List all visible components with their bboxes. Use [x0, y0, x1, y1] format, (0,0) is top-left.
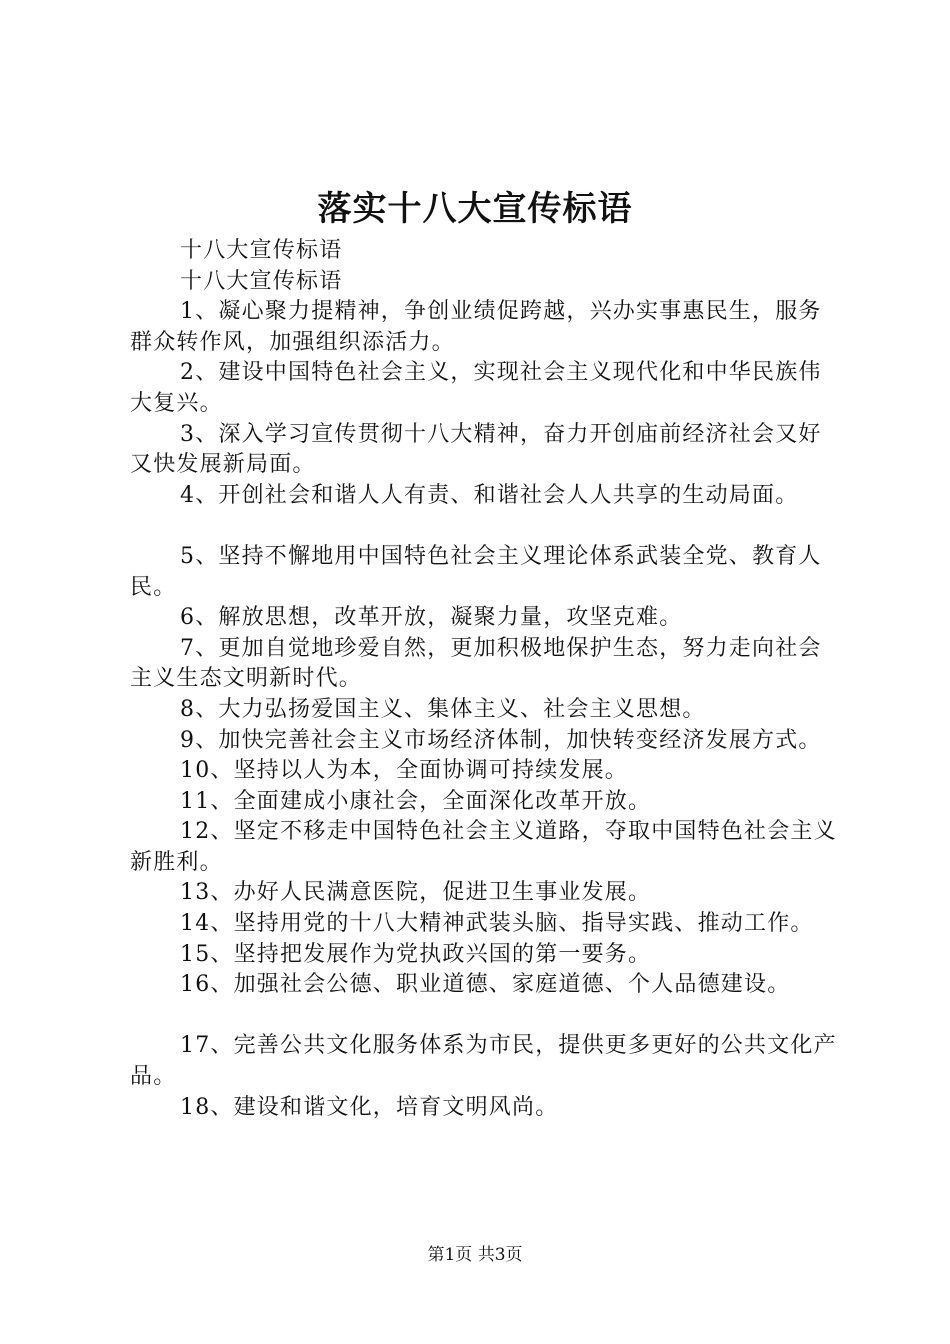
slogan-9: 9、加快完善社会主义市场经济体制，加快转变经济发展方式。: [180, 727, 822, 753]
slogan-14: 14、坚持用党的十八大精神武装头脑、指导实践、推动工作。: [180, 911, 814, 937]
slogan-6: 6、解放思想，改革开放，凝聚力量，攻坚克难。: [180, 605, 683, 631]
paragraph-heading-2: 十八大宣传标语: [180, 268, 343, 294]
slogan-12: 12、坚定不移走中国特色社会主义道路，夺取中国特色社会主义新胜利。: [130, 819, 837, 875]
slogan-7: 7、更加自觉地珍爱自然，更加积极地保护生态，努力走向社会主义生态文明新时代。: [130, 635, 822, 692]
paragraph-heading-1: 十八大宣传标语: [180, 238, 343, 263]
slogan-16: 16、加强社会公德、职业道德、家庭道德、个人品德建设。: [180, 972, 791, 998]
slogan-11: 11、全面建成小康社会，全面深化改革开放。: [180, 788, 652, 814]
slogan-13: 13、办好人民满意医院，促进卫生事业发展。: [180, 880, 652, 906]
slogan-4: 4、开创社会和谐人人有责、和谐社会人人共享的生动局面。: [180, 482, 799, 508]
slogan-1: 1、凝心聚力提精神，争创业绩促跨越，兴办实事惠民生，服务群众转作风，加强组织添活力。: [130, 299, 822, 355]
slogan-15: 15、坚持把发展作为党执政兴国的第一要务。: [180, 941, 652, 967]
slogan-8: 8、大力弘扬爱国主义、集体主义、社会主义思想。: [180, 696, 706, 722]
document-body: [130, 236, 842, 1123]
page-title: 落实十八大宣传标语: [317, 189, 633, 229]
slogan-2: 2、建设中国特色社会主义，实现社会主义现代化和中华民族伟大复兴。: [130, 360, 822, 416]
slogan-5: 5、坚持不懈地用中国特色社会主义理论体系武装全党、教育人民。: [130, 543, 822, 600]
slogan-10: 10、坚持以人为本，全面协调可持续发展。: [180, 758, 628, 784]
slogan-18: 18、建设和谐文化，培育文明风尚。: [180, 1094, 559, 1120]
slogan-3: 3、深入学习宣传贯彻十八大精神，奋力开创庙前经济社会又好又快发展新局面。: [130, 421, 822, 478]
page-footer: 第1页 共3页: [427, 1245, 523, 1265]
slogan-17: 17、完善公共文化服务体系为市民，提供更多更好的公共文化产品。: [130, 1033, 837, 1090]
